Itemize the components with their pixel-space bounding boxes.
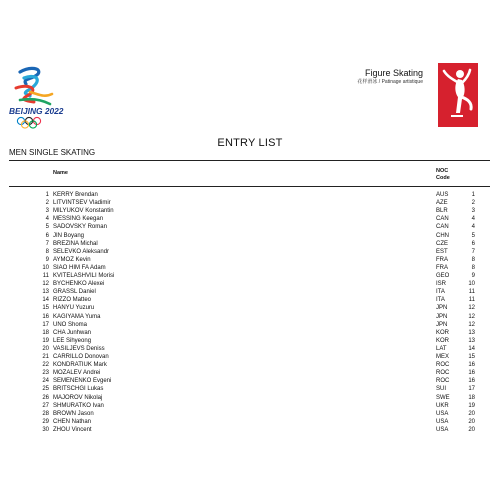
table-row bbox=[0, 248, 500, 256]
entry-number: 4 bbox=[45, 216, 49, 223]
entry-number: 27 bbox=[42, 402, 49, 409]
noc-code: FRA bbox=[436, 264, 448, 271]
entry-number: 11 bbox=[42, 273, 49, 279]
entry-number: 28 bbox=[42, 410, 49, 417]
noc-sequence: 20 bbox=[468, 426, 475, 433]
entry-number: 30 bbox=[42, 426, 49, 433]
noc-sequence: 7 bbox=[471, 248, 475, 255]
athlete-name: SADOVSKY Roman bbox=[53, 224, 107, 231]
noc-code: ITA bbox=[436, 297, 445, 304]
sport-subtitle: 花样滑冰 / Patinage artistique bbox=[357, 79, 423, 85]
column-header-name: Name bbox=[53, 170, 68, 176]
athlete-name: KONDRATIUK Mark bbox=[53, 362, 107, 369]
entry-number: 19 bbox=[42, 337, 49, 344]
table-row bbox=[0, 321, 500, 329]
table-row bbox=[0, 240, 500, 248]
table-row bbox=[0, 394, 500, 402]
noc-code: LAT bbox=[436, 345, 447, 352]
entry-number: 5 bbox=[45, 224, 49, 231]
athlete-name: KVITELASHVILI Morisi bbox=[53, 273, 115, 279]
noc-sequence: 11 bbox=[468, 297, 475, 304]
noc-sequence: 4 bbox=[471, 224, 475, 231]
table-row bbox=[0, 232, 500, 240]
athlete-name: CARRILLO Donovan bbox=[53, 354, 109, 360]
noc-code: BLR bbox=[436, 208, 448, 215]
table-row bbox=[0, 264, 500, 272]
noc-code: USA bbox=[436, 418, 449, 425]
athlete-name: SEMENENKO Evgeni bbox=[53, 378, 112, 385]
noc-code: ROC bbox=[436, 378, 450, 385]
noc-sequence: 1 bbox=[471, 192, 475, 198]
athlete-name: ZHOU Vincent bbox=[53, 426, 92, 433]
athlete-name: LEE Sihyeong bbox=[53, 337, 92, 344]
athlete-name: UNO Shoma bbox=[53, 321, 88, 328]
entry-number: 18 bbox=[42, 329, 49, 336]
table-row bbox=[0, 353, 500, 361]
entry-number: 3 bbox=[45, 208, 49, 215]
entry-number: 6 bbox=[45, 232, 49, 239]
noc-code: AZE bbox=[436, 200, 448, 207]
noc-sequence: 8 bbox=[471, 264, 475, 271]
noc-sequence: 6 bbox=[471, 240, 475, 247]
noc-sequence: 4 bbox=[471, 216, 475, 223]
table-row bbox=[0, 402, 500, 410]
noc-code: KOR bbox=[436, 329, 450, 336]
athlete-name: VASILJEVS Deniss bbox=[53, 345, 105, 352]
table-row bbox=[0, 361, 500, 369]
noc-code: ISR bbox=[436, 281, 447, 288]
entry-number: 24 bbox=[42, 378, 49, 385]
noc-sequence: 13 bbox=[468, 329, 475, 336]
noc-code: JPN bbox=[436, 313, 448, 320]
column-header-noc-line2: Code bbox=[436, 175, 450, 181]
table-row bbox=[0, 345, 500, 353]
beijing-2022-emblem bbox=[8, 64, 64, 132]
athlete-name: CHA Junhwan bbox=[53, 329, 92, 336]
noc-code: JPN bbox=[436, 305, 448, 312]
table-row bbox=[0, 296, 500, 304]
table-top-rule bbox=[9, 160, 490, 161]
noc-code: AUS bbox=[436, 192, 449, 198]
athlete-name: MAJOROV Nikolaj bbox=[53, 394, 103, 401]
noc-sequence: 14 bbox=[468, 345, 475, 352]
noc-sequence: 9 bbox=[471, 273, 475, 279]
table-row bbox=[0, 313, 500, 321]
table-row bbox=[0, 191, 500, 199]
athlete-name: MILYUKOV Konstantin bbox=[53, 208, 114, 215]
entry-number: 10 bbox=[42, 264, 49, 271]
noc-sequence: 20 bbox=[468, 418, 475, 425]
table-row bbox=[0, 288, 500, 296]
noc-sequence: 5 bbox=[471, 232, 475, 239]
noc-code: JPN bbox=[436, 321, 448, 328]
noc-code: EST bbox=[436, 248, 448, 255]
table-row bbox=[0, 280, 500, 288]
table-row bbox=[0, 304, 500, 312]
athlete-name: SIAO HIM FA Adam bbox=[53, 264, 106, 271]
noc-code: GEO bbox=[436, 273, 450, 279]
table-row bbox=[0, 329, 500, 337]
table-row bbox=[0, 377, 500, 385]
sport-title: Figure Skating bbox=[364, 68, 423, 78]
athlete-name: SELEVKO Aleksandr bbox=[53, 248, 110, 255]
document-title: ENTRY LIST bbox=[217, 137, 283, 149]
entry-number: 14 bbox=[42, 297, 49, 304]
sport-heading bbox=[357, 68, 423, 86]
noc-sequence: 18 bbox=[468, 394, 475, 401]
table-row bbox=[0, 369, 500, 377]
entry-number: 16 bbox=[42, 313, 49, 320]
entry-number: 12 bbox=[42, 281, 49, 288]
entry-number: 15 bbox=[42, 305, 49, 312]
noc-code: ROC bbox=[436, 370, 450, 377]
noc-sequence: 10 bbox=[468, 281, 475, 288]
athlete-name: BRITSCHGI Lukas bbox=[53, 386, 104, 393]
athlete-name: MESSING Keegan bbox=[53, 216, 104, 223]
table-row bbox=[0, 256, 500, 264]
noc-code: CZE bbox=[436, 240, 448, 247]
noc-code: KOR bbox=[436, 337, 450, 344]
entry-number: 29 bbox=[42, 418, 49, 425]
entry-number: 9 bbox=[45, 256, 49, 263]
noc-sequence: 11 bbox=[468, 289, 475, 296]
noc-sequence: 12 bbox=[468, 305, 475, 312]
entry-number: 22 bbox=[42, 362, 49, 369]
athlete-name: BYCHENKO Alexei bbox=[53, 281, 105, 288]
noc-sequence: 8 bbox=[471, 256, 475, 263]
event-name: MEN SINGLE SKATING bbox=[9, 148, 96, 157]
table-row bbox=[0, 272, 500, 280]
noc-code: CHN bbox=[436, 232, 449, 239]
table-row bbox=[0, 385, 500, 393]
athlete-name: KERRY Brendan bbox=[53, 192, 98, 198]
table-header-rule bbox=[9, 186, 490, 187]
noc-sequence: 17 bbox=[468, 386, 475, 393]
noc-sequence: 16 bbox=[468, 362, 475, 369]
entry-number: 2 bbox=[45, 200, 49, 207]
noc-sequence: 12 bbox=[468, 321, 475, 328]
entry-number: 17 bbox=[42, 321, 49, 328]
table-row bbox=[0, 207, 500, 215]
athlete-name: AYMOZ Kevin bbox=[53, 256, 91, 263]
svg-text:BEIJING 2022: BEIJING 2022 bbox=[9, 106, 64, 116]
table-row bbox=[0, 418, 500, 426]
athlete-name: KAGIYAMA Yuma bbox=[53, 313, 101, 320]
column-header-noc-line1: NOC bbox=[436, 168, 449, 174]
athlete-name: CHEN Nathan bbox=[53, 418, 92, 425]
athlete-name: BREZINA Michal bbox=[53, 240, 98, 247]
entry-number: 21 bbox=[42, 354, 49, 360]
column-header-noc bbox=[436, 168, 450, 182]
table-row bbox=[0, 426, 500, 434]
athlete-name: SHMURATKO Ivan bbox=[53, 402, 104, 409]
noc-sequence: 2 bbox=[471, 200, 475, 207]
noc-sequence: 15 bbox=[468, 354, 475, 360]
table-row bbox=[0, 215, 500, 223]
athlete-name: MOZALEV Andrei bbox=[53, 370, 101, 377]
entry-number: 25 bbox=[42, 386, 49, 393]
noc-code: CAN bbox=[436, 216, 449, 223]
athlete-name: GRASSL Daniel bbox=[53, 289, 96, 296]
noc-code: UKR bbox=[436, 402, 449, 409]
figure-skating-pictogram-icon bbox=[438, 63, 478, 127]
athlete-name: JIN Boyang bbox=[53, 232, 85, 239]
entry-number: 23 bbox=[42, 370, 49, 377]
noc-code: ITA bbox=[436, 289, 445, 296]
table-row bbox=[0, 337, 500, 345]
noc-sequence: 16 bbox=[468, 378, 475, 385]
noc-sequence: 12 bbox=[468, 313, 475, 320]
noc-code: FRA bbox=[436, 256, 448, 263]
noc-code: USA bbox=[436, 426, 449, 433]
noc-sequence: 3 bbox=[471, 208, 475, 215]
noc-code: ROC bbox=[436, 362, 450, 369]
noc-code: CAN bbox=[436, 224, 449, 231]
noc-code: SUI bbox=[436, 386, 447, 393]
noc-sequence: 19 bbox=[468, 402, 475, 409]
entry-number: 8 bbox=[45, 248, 49, 255]
noc-sequence: 20 bbox=[468, 410, 475, 417]
entry-number: 13 bbox=[42, 289, 49, 296]
entry-number: 20 bbox=[42, 345, 49, 352]
athlete-name: LITVINTSEV Vladimir bbox=[53, 200, 111, 207]
noc-code: MEX bbox=[436, 354, 450, 360]
table-row bbox=[0, 199, 500, 207]
noc-sequence: 13 bbox=[468, 337, 475, 344]
entry-number: 7 bbox=[45, 240, 49, 247]
athlete-name: HANYU Yuzuru bbox=[53, 305, 95, 312]
table-row bbox=[0, 223, 500, 231]
entry-number: 26 bbox=[42, 394, 49, 401]
athlete-name: BROWN Jason bbox=[53, 410, 94, 417]
entry-number: 1 bbox=[45, 192, 49, 198]
athlete-name: RIZZO Matteo bbox=[53, 297, 92, 304]
noc-sequence: 16 bbox=[468, 370, 475, 377]
noc-code: USA bbox=[436, 410, 449, 417]
table-row bbox=[0, 410, 500, 418]
noc-code: SWE bbox=[436, 394, 450, 401]
